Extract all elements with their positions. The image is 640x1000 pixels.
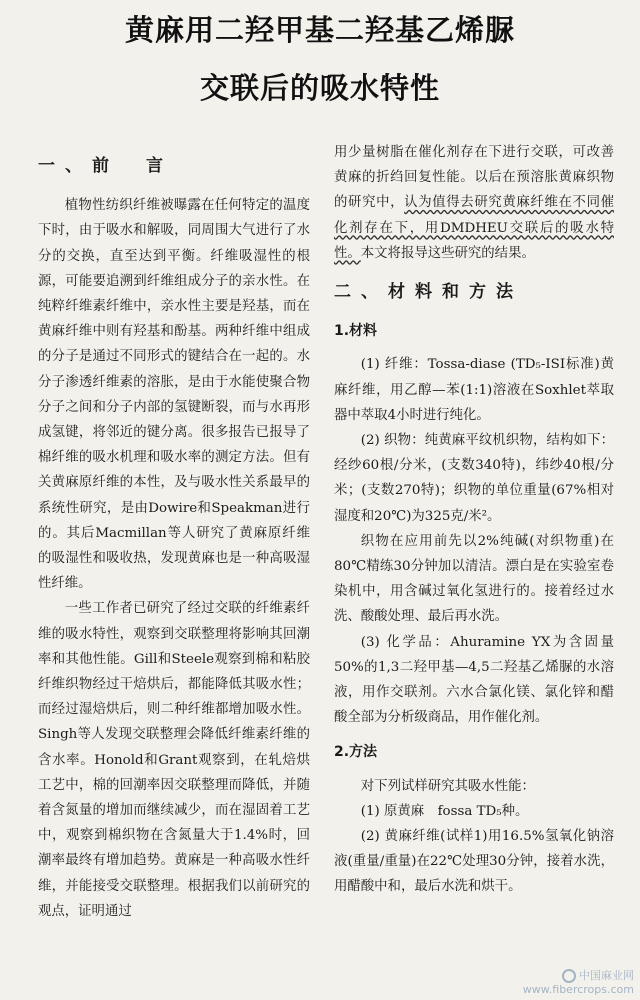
title-line-1: 黄麻用二羟甲基二羟基乙烯脲 — [124, 13, 515, 47]
intro-paragraph-continued — [334, 140, 614, 266]
intro-continued-text-a: 用少量树脂在催化剂存在下进行交联，可改善黄麻的折绉回复性能。以后在预溶胀黄麻织物的研究中， — [334, 145, 614, 211]
watermark-url: www.fibercrops.com — [522, 983, 634, 996]
sample-1: (1) 原黄麻 fossa TD₅种。 — [360, 803, 529, 819]
section-heading-introduction: 一、前 言 — [38, 156, 173, 176]
intro-paragraph-2: 一些工作者已研究了经过交联的纤维素纤维的吸水特性，观察到交联整理将影响其回潮率和其他性能。Gill和Steele观察到棉和粘胶纤维织物经过干焙烘后，都能降低其吸水性；而经过湿焙烘后，则二种纤维都增加吸水性。Singh等人发现交联整理会降低纤维素纤维的含水率。Honold和Grant观察到，在轧焙烘工艺中，棉的回潮率因交联整理而降低，并随着含氮量的增加而继续减少，而在湿固着工艺中，观察到棉织物在含氮量大于1.4%时，回潮率最终有增加趋势。黄麻是一种高吸水性纤维，并能接受交联整理。根据我们以前研究的观点，证明通过 — [38, 601, 310, 919]
material-fabric-treatment: 织物在应用前先以2%纯碱(对织物重)在80℃精练30分钟加以清洁。漂白是在实验室卷染机中，用含碱过氧化氢进行的。接着经过水洗、酸酸处理、最后再水洗。 — [334, 533, 614, 625]
title-line-2: 交联后的吸水特性 — [199, 71, 440, 105]
watermark-logo-icon — [562, 969, 576, 983]
methods-intro: 对下列试样研究其吸水性能： — [360, 778, 535, 794]
right-column — [334, 140, 614, 900]
material-fabric: (2) 织物：纯黄麻平纹机织物，结构如下：经纱60根/分米，(支数340特)，纬纱40根/分米；(支数270特)；织物的单位重量(67%相对湿度和20℃)为325克/米²。 — [334, 433, 614, 524]
left-column — [38, 140, 310, 924]
section-heading-materials-methods: 二、材料和方法 — [334, 282, 523, 303]
underlined-handwritten-mark: 认为值得去研究黄麻纤维在不同催化剂存在下，用DMDHEU交联后的吸水特性。 — [334, 195, 615, 261]
sample-2: (2) 黄麻纤维(试样1)用16.5%氢氧化钠溶液(重量/重量)在22℃处理30分钟，接着水洗，用醋酸中和，最后水洗和烘干。 — [334, 829, 614, 895]
material-chemicals: (3) 化学品：Ahuramine YX为含固量50%的1,3二羟甲基—4,5二羟基乙烯脲的水溶液，用作交联剂。六水合氯化镁、氯化锌和醋酸全部为分析级商品，用作催化剂。 — [334, 634, 614, 726]
intro-paragraph-1: 植物性纺织纤维被曝露在任何特定的温度下时，由于吸水和解吸，同周围大气进行了水分的交换，直至达到平衡。纤维吸湿性的根源，可能要追溯到纤维组成分子的亲水性。在纯粹纤维素纤维中，亲水性主要是羟基，而在黄麻纤维中则有羟基和酚基。两种纤维中组成的分子是通过不同形式的键结合在一起的。水分子渗透纤维素的溶胀，是由于水能使聚合物分子之间和分子内部的氢键断裂，而与水再形成氢键，将邻近的键分离。很多报告已报导了棉纤维的吸水机理和吸水率的测定方法。但有关黄麻原纤维的本性，及与吸水性关系最早的系统性研究，是由Dowire和Speakman进行的。其后Macmillan等人研究了黄麻原纤维的吸湿性和吸收热，发现黄麻也是一种高吸湿性纤维。 — [38, 198, 310, 592]
subheading-methods: 2.方法 — [334, 744, 378, 761]
subheading-materials: 1.材料 — [334, 323, 378, 340]
intro-continued-text-b: 本文将报导这些研究的结果。 — [360, 245, 535, 261]
material-fiber: (1) 纤维：Tossa-diase (TD₅-ISI标准)黄麻纤维，用乙醇—苯(1:1)溶液在Soxhlet萃取器中萃取4小时进行纯化。 — [334, 357, 614, 423]
site-watermark — [523, 969, 634, 996]
watermark-site-name: 中国麻业网 — [579, 969, 634, 982]
